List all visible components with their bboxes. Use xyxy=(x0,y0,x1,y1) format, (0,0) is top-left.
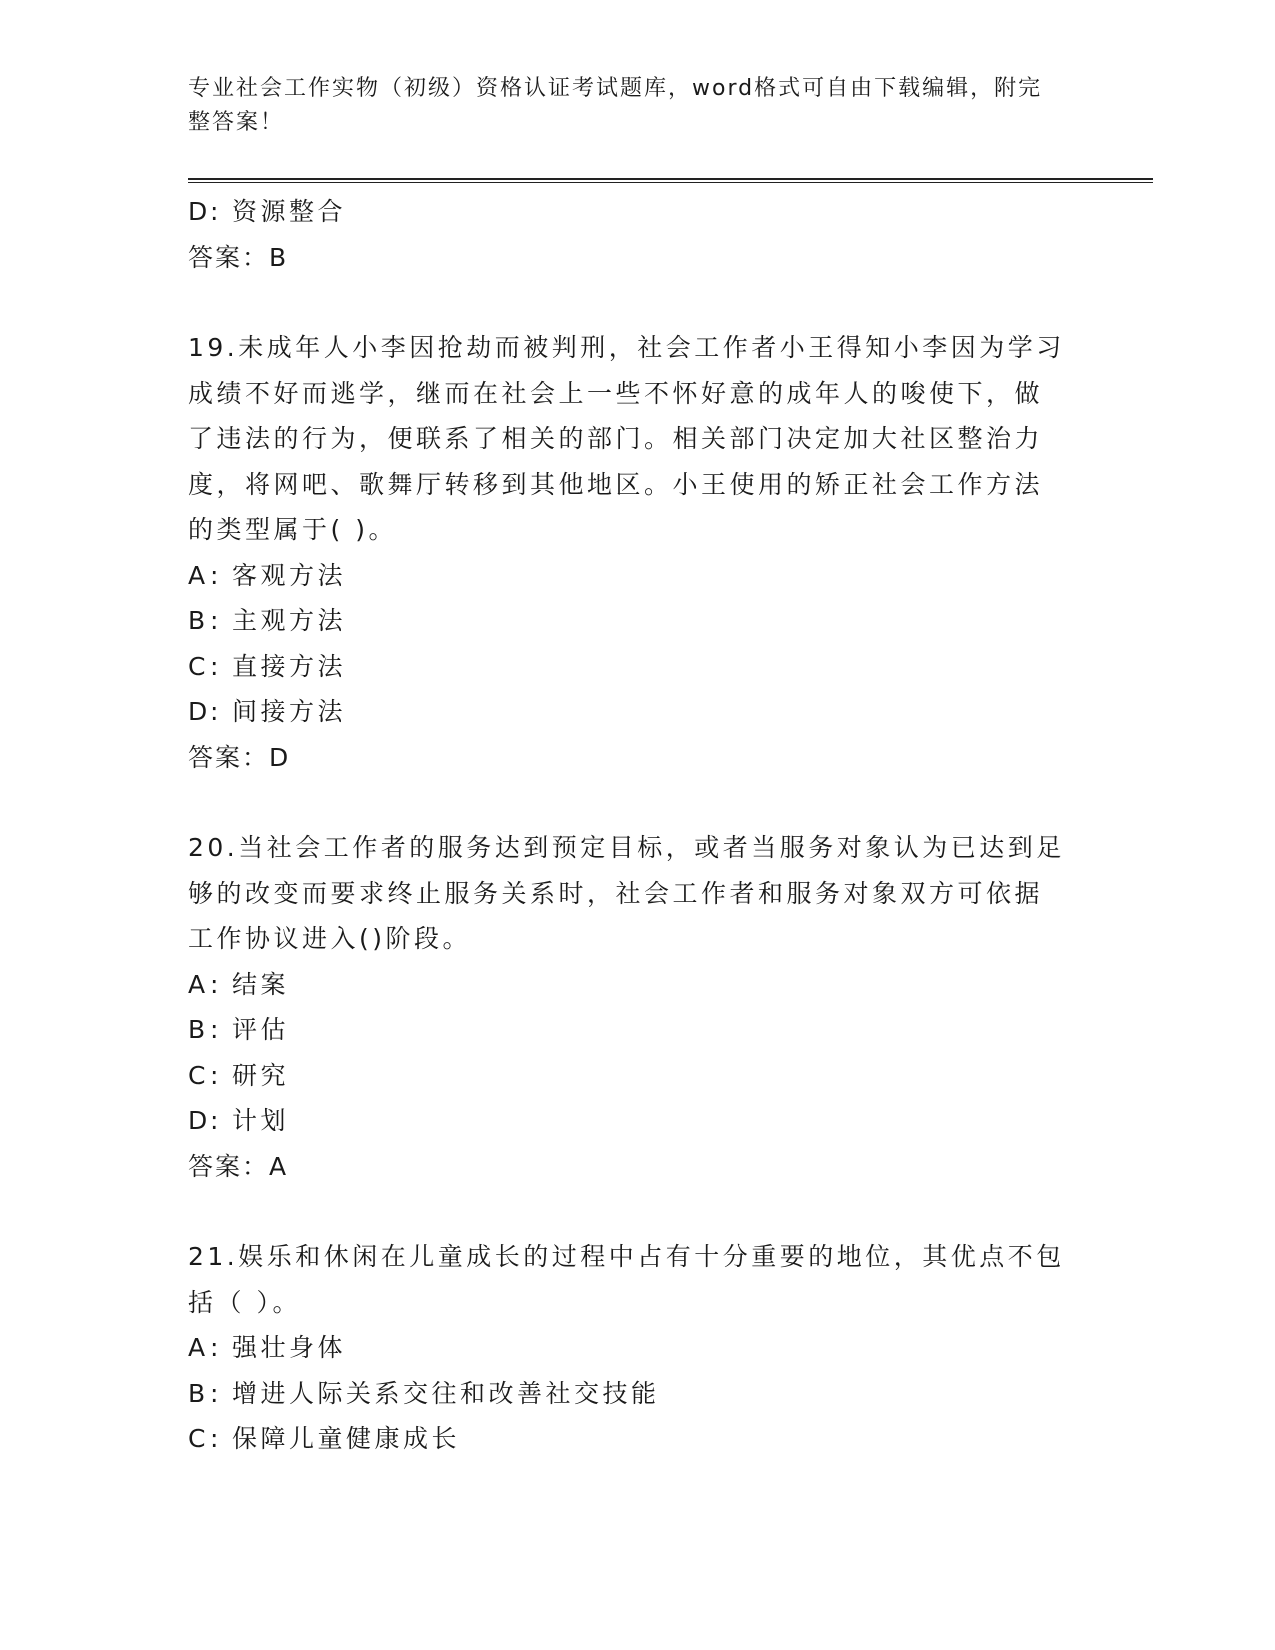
option-text: 主观方法 xyxy=(232,606,347,635)
question-20 xyxy=(188,825,1088,1189)
option-letter: B xyxy=(188,1015,209,1044)
option-separator: : xyxy=(210,197,222,226)
option-separator: : xyxy=(210,1106,222,1135)
option-text: 计划 xyxy=(232,1106,290,1135)
answer-line: 答案：D xyxy=(188,742,291,772)
question-text-line: 21.娱乐和休闲在儿童成长的过程中占有十分重要的地位，其优点不包 xyxy=(188,1242,1065,1271)
option-b xyxy=(188,598,1088,644)
question-19 xyxy=(188,325,1088,780)
option-a xyxy=(188,1325,1088,1371)
option-separator: : xyxy=(210,651,222,681)
question-text-line: 了违法的行为，便联系了相关的部门。相关部门决定加大社区整治力 xyxy=(188,424,1044,453)
option-text: 间接方法 xyxy=(232,697,347,726)
option-separator: : xyxy=(210,969,222,999)
question-text-line: 括（ ）。 xyxy=(188,1287,301,1317)
option-text: 资源整合 xyxy=(232,197,347,226)
spacer xyxy=(188,780,1088,825)
question-21 xyxy=(188,1234,1088,1462)
option-letter: D xyxy=(188,197,211,226)
header-divider xyxy=(188,178,1153,183)
option-separator: : xyxy=(210,560,222,590)
option-text: 保障儿童健康成长 xyxy=(232,1424,461,1453)
option-separator: : xyxy=(210,1424,222,1453)
question-text-line: 19.未成年人小李因抢劫而被判刑，社会工作者小王得知小李因为学习 xyxy=(188,333,1065,362)
option-separator: : xyxy=(210,1333,222,1362)
question-text-line: 成绩不好而逃学，继而在社会上一些不怀好意的成年人的唆使下，做 xyxy=(188,378,1044,408)
option-d xyxy=(188,1098,1088,1144)
option-letter: D xyxy=(188,697,211,726)
spacer xyxy=(188,280,1088,325)
question-text-line: 20.当社会工作者的服务达到预定目标，或者当服务对象认为已达到足 xyxy=(188,833,1065,862)
option-letter: A xyxy=(188,1333,209,1362)
option-separator: : xyxy=(210,1378,222,1408)
option-text: 直接方法 xyxy=(232,651,347,681)
option-d xyxy=(188,689,1088,735)
option-a xyxy=(188,962,1088,1008)
option-b xyxy=(188,1007,1088,1053)
option-letter: A xyxy=(188,969,209,999)
option-letter: C xyxy=(188,1424,209,1453)
option-letter: D xyxy=(188,1106,211,1135)
option-letter: B xyxy=(188,606,209,635)
page-header xyxy=(188,72,1068,140)
option-c xyxy=(188,644,1088,690)
question-text-line: 够的改变而要求终止服务关系时，社会工作者和服务对象双方可依据 xyxy=(188,878,1044,908)
header-line-1: 专业社会工作实物（初级）资格认证考试题库，word格式可自由下载编辑，附完 xyxy=(188,76,1043,101)
spacer xyxy=(188,1189,1088,1234)
option-letter: A xyxy=(188,560,209,590)
option-text: 评估 xyxy=(232,1015,290,1044)
question-text-line: 工作协议进入()阶段。 xyxy=(188,924,472,953)
option-separator: : xyxy=(210,606,222,635)
option-text: 强壮身体 xyxy=(232,1333,347,1362)
option-d xyxy=(188,189,1088,235)
option-separator: : xyxy=(210,1060,222,1090)
option-separator: : xyxy=(210,1015,222,1044)
question-text-line: 度，将网吧、歌舞厅转移到其他地区。小王使用的矫正社会工作方法 xyxy=(188,469,1044,499)
option-text: 增进人际关系交往和改善社交技能 xyxy=(232,1378,660,1408)
option-b xyxy=(188,1371,1088,1417)
option-text: 研究 xyxy=(232,1060,290,1090)
answer-line: 答案：B xyxy=(188,242,289,272)
option-c xyxy=(188,1053,1088,1099)
option-letter: C xyxy=(188,1060,209,1090)
option-text: 结案 xyxy=(232,969,290,999)
question-text-line: 的类型属于( )。 xyxy=(188,515,397,544)
option-letter: B xyxy=(188,1378,209,1408)
document-body xyxy=(188,189,1088,1462)
option-c xyxy=(188,1416,1088,1462)
option-letter: C xyxy=(188,651,209,681)
option-text: 客观方法 xyxy=(232,560,347,590)
option-a xyxy=(188,553,1088,599)
header-line-2: 整答案！ xyxy=(188,110,285,135)
answer-line: 答案：A xyxy=(188,1151,289,1181)
option-separator: : xyxy=(210,697,222,726)
